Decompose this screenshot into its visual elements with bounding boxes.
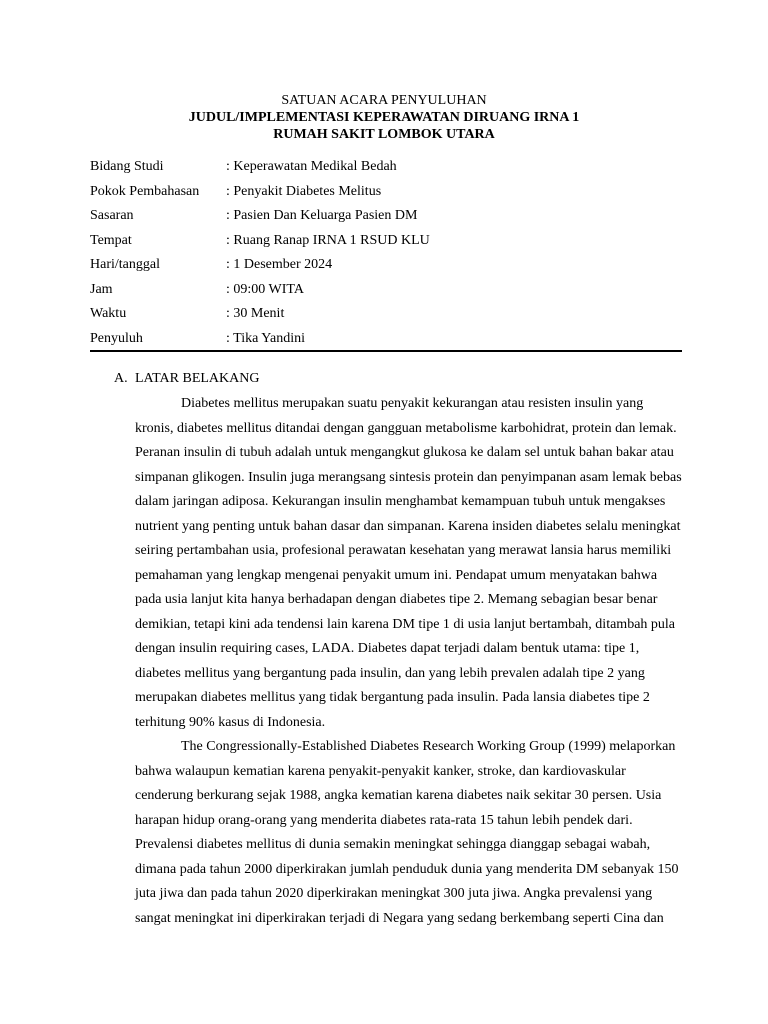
paragraph-2 — [135, 735, 683, 931]
horizontal-divider — [90, 350, 682, 352]
paragraph-line: bahwa walaupun kematian karena penyakit-penyakit kanker, stroke, dan kardiovaskular — [135, 763, 626, 779]
paragraph-line: dalam jaringan adiposa. Kekurangan insulin menghambat kemampuan tubuh untuk mengakses — [135, 494, 666, 509]
info-value: : Ruang Ranap IRNA 1 RSUD KLU — [226, 232, 430, 248]
paragraph-line: simpanan glikogen. Insulin juga merangsang sintesis protein dan penyimpanan asam lemak bebas — [135, 469, 682, 485]
paragraph-line: kronis, diabetes mellitus ditandai dengan gangguan metabolisme karbohidrat, protein dan lemak. — [135, 420, 677, 436]
info-label: Penyuluh — [90, 330, 143, 346]
paragraph-line: dengan insulin requiring cases, LADA. Diabetes dapat terjadi dalam bentuk utama: tipe 1, — [135, 641, 640, 656]
paragraph-line: dimana pada tahun 2000 diperkirakan jumlah penduduk dunia yang menderita DM sebanyak 150 — [135, 861, 679, 877]
info-row-hari-tanggal — [90, 253, 682, 278]
info-value: : Pasien Dan Keluarga Pasien DM — [226, 208, 418, 223]
info-value: : Penyakit Diabetes Melitus — [226, 183, 382, 199]
paragraph-line: seiring pertambahan usia, profesional perawatan kesehatan yang merawat lansia harus memiliki — [135, 543, 672, 558]
document-institution: RUMAH SAKIT LOMBOK UTARA — [273, 127, 495, 142]
paragraph-line: juta jiwa dan pada tahun 2020 diperkirakan meningkat 300 juta jiwa. Angka prevalensi yang — [135, 886, 653, 901]
info-row-pokok-pembahasan — [90, 180, 682, 205]
paragraph-line: demikian, tetapi kini ada tendensi lain karena DM tipe 1 di usia lanjut bertambah, ditambah pula — [135, 616, 676, 632]
paragraph-line: Prevalensi diabetes mellitus di dunia semakin meningkat sehingga dianggap sebagai wabah, — [135, 837, 651, 852]
section-letter: A. — [114, 371, 128, 386]
info-label: Bidang Studi — [90, 159, 164, 174]
info-label: Sasaran — [90, 208, 134, 223]
paragraph-line: cenderung berkurang sejak 1988, angka kematian karena diabetes naik sekitar 30 persen. Usia — [135, 788, 662, 803]
info-label: Hari/tanggal — [90, 257, 160, 272]
paragraph-line: pemahaman yang lengkap mengenai penyakit umum ini. Pendapat umum menyatakan bahwa — [135, 567, 658, 583]
section-body — [135, 392, 683, 931]
paragraph-line: merupakan diabetes mellitus yang tidak bergantung pada insulin. Pada lansia diabetes tipe 2 — [135, 690, 650, 705]
paragraph-line: harapan hidup orang-orang yang menderita diabetes rata-rata 15 tahun lebih pendek dari. — [135, 812, 633, 828]
info-value: : 09:00 WITA — [226, 281, 304, 297]
document-subtitle: JUDUL/IMPLEMENTASI KEPERAWATAN DIRUANG IRNA 1 — [188, 110, 580, 125]
info-table — [90, 155, 682, 351]
paragraph-line: sangat meningkat ini diperkirakan terjadi di Negara yang sedang berkembang seperti Cina dan — [135, 910, 664, 926]
section-heading — [114, 368, 259, 390]
info-row-tempat — [90, 229, 682, 254]
info-value: : Keperawatan Medikal Bedah — [226, 159, 397, 174]
info-row-penyuluh — [90, 327, 682, 352]
paragraph-line: terhitung 90% kasus di Indonesia. — [135, 714, 326, 730]
paragraph-line: Peranan insulin di tubuh adalah untuk mengangkut glukosa ke dalam sel untuk bahan bakar atau — [135, 445, 674, 460]
info-row-bidang-studi — [90, 155, 682, 180]
info-value: : 1 Desember 2024 — [226, 257, 333, 272]
info-label: Waktu — [90, 306, 127, 321]
info-row-sasaran — [90, 204, 682, 229]
info-label: Tempat — [90, 232, 132, 248]
document-title: SATUAN ACARA PENYULUHAN — [281, 93, 487, 108]
paragraph-line: nutrient yang penting untuk bahan dasar dan simpanan. Karena insiden diabetes selalu meningkat — [135, 518, 681, 534]
paragraph-line: The Congressionally-Established Diabetes Research Working Group (1999) melaporkan — [181, 739, 676, 754]
paragraph-1 — [135, 392, 683, 735]
info-value: : Tika Yandini — [226, 330, 305, 346]
info-label: Jam — [90, 281, 113, 297]
section-title: LATAR BELAKANG — [135, 371, 260, 386]
paragraph-line: pada usia lanjut kita hanya berhadapan dengan diabetes tipe 2. Memang sebagian besar benar — [135, 592, 658, 607]
info-label: Pokok Pembahasan — [90, 183, 200, 199]
info-value: : 30 Menit — [226, 306, 285, 321]
info-row-jam — [90, 278, 682, 303]
paragraph-line: Diabetes mellitus merupakan suatu penyakit kekurangan atau resisten insulin yang — [181, 396, 644, 411]
paragraph-line: diabetes mellitus yang bergantung pada insulin, dan yang lebih prevalen adalah tipe 2 yang — [135, 665, 645, 681]
info-row-waktu — [90, 302, 682, 327]
